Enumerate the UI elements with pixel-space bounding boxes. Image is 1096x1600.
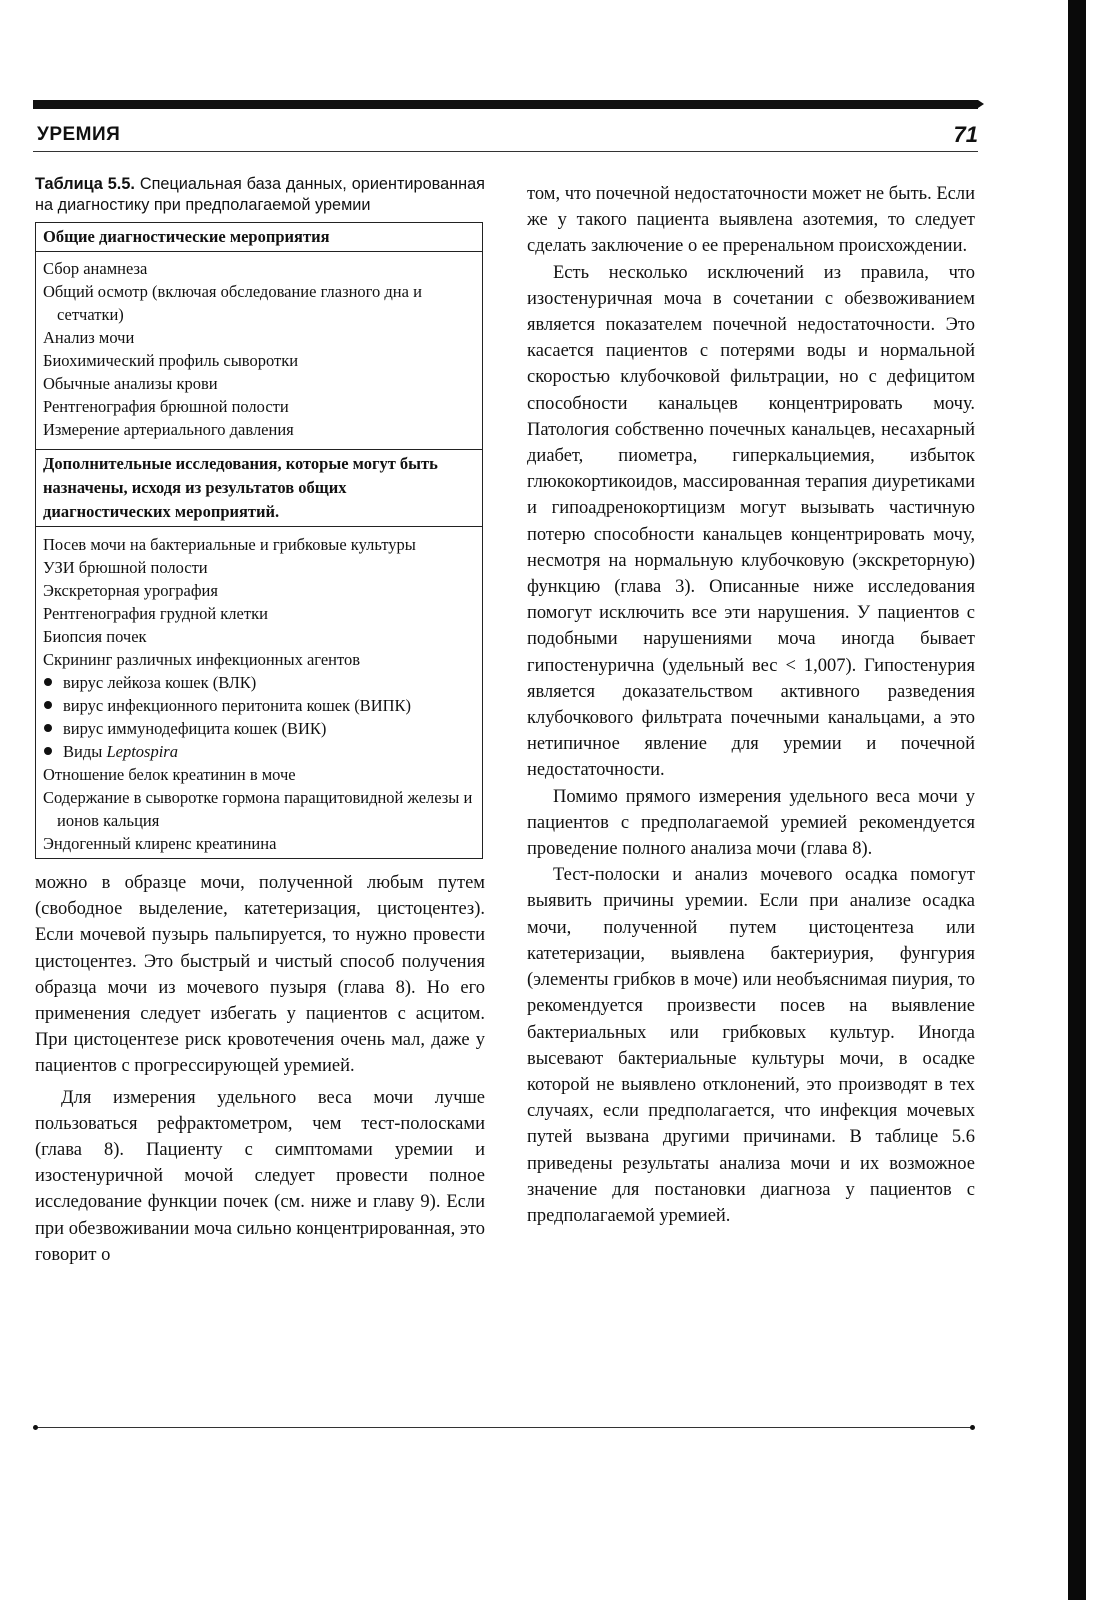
table-item: Измерение артериального давления <box>43 420 294 439</box>
rule-dot-right <box>970 1425 975 1430</box>
page-number: 71 <box>953 122 978 147</box>
bullet-text: вирус лейкоза кошек (ВЛК) <box>63 673 257 692</box>
diagnostic-database-table <box>35 222 483 859</box>
table-item: Посев мочи на бактериальные и грибковые культуры <box>43 535 416 554</box>
table-item: Анализ мочи <box>43 328 135 347</box>
rule-dot-left <box>33 1425 38 1430</box>
bullet-item <box>43 717 475 740</box>
table-item: Обычные анализы крови <box>43 374 218 393</box>
bullet-text: вирус иммунодефицита кошек (ВИК) <box>63 719 327 738</box>
bullet-item <box>43 694 475 717</box>
body-paragraph: Для измерения удельного веса мочи лучше пользоваться рефрактометром, чем тест-полосками (глава 8). Пациенту с симптомами уремии и изостенуричной мочой следует провести полное исследование функции почек (см. ниже и главу 9). Если при обезвоживании моча сильно концентрированная, это говорит о <box>35 1087 485 1265</box>
table-item: Общий осмотр (включая обследование глазного дна и сетчатки) <box>43 282 422 324</box>
body-paragraph: Тест-полоски и анализ мочевого осадка помогут выявить причины уремии. Если при анализе осадка мочи, полученной путем цистоцентеза или катетеризации, выявлена бактериурия, фунгурия (элементы грибков в моче) или необъяснимая пиурия, то рекомендуется произвести посев на выявление бактериальных или грибковых культур. Иногда высевают бактериальные культуры мочи, в осадке которой не выявлено отклонений, это производят в тех случаях, если предполагается, что инфекция мочевых путей вызвана другими причинами. В таблице 5.6 приведены результаты анализа мочи и их возможное значение для постановки диагноза у пациентов с предполагаемой уремией. <box>527 865 975 1226</box>
left-column <box>35 174 485 1268</box>
left-body-text <box>35 870 485 1268</box>
table-caption-text: Специальная база данных, ориентированная на диагностику при предполагаемой уремии <box>35 175 485 214</box>
bullet-icon <box>44 747 52 755</box>
table-section-general-title: Общие диагностические мероприятия <box>36 223 482 252</box>
bullet-text <box>63 740 475 763</box>
table-item: Отношение белок креатинин в моче <box>43 765 296 784</box>
table-item: Биохимический профиль сыворотки <box>43 351 299 370</box>
bullet-icon <box>44 724 52 732</box>
right-column <box>527 181 975 1229</box>
table-section-additional <box>36 527 482 858</box>
table-item: Биопсия почек <box>43 627 147 646</box>
table-caption <box>35 174 485 216</box>
table-item: Содержание в сыворотке гормона паращитовидной железы и ионов кальция <box>43 788 473 830</box>
header-divider <box>33 151 978 152</box>
bullet-text: вирус инфекционного перитонита кошек (ВИПК) <box>63 696 412 715</box>
table-caption-label: Таблица 5.5. <box>35 175 135 193</box>
body-paragraph: можно в образце мочи, полученной любым путем (свободное выделение, катетеризация, цистоцентез). Если мочевой пузырь пальпируется, то нужно провести цистоцентез. Это быстрый и чистый способ получения образца мочи из мочевого пузыря (глава 8). Но его применения следует избегать у пациентов с асцитом. При цистоцентезе риск кровотечения очень мал, даже у пациентов с прогрессирующей уремией. <box>35 873 485 1077</box>
table-item: Экскреторная урография <box>43 581 218 600</box>
table-item: Эндогенный клиренс креатинина <box>43 834 277 853</box>
table-item: Сбор анамнеза <box>43 259 148 278</box>
scan-edge-bar <box>1068 0 1086 1600</box>
table-item: Скрининг различных инфекционных агентов <box>43 650 361 669</box>
table-section-general <box>36 252 482 444</box>
body-paragraph: том, что почечной недостаточности может не быть. Если же у такого пациента выявлена азотемия, то следует сделать заключение о ее преренальном происхождении. <box>527 184 975 257</box>
table-section-additional-title: Дополнительные исследования, которые могут быть назначены, исходя из результатов общих диагностических мероприятий. <box>36 449 482 527</box>
table-item: Рентгенография грудной клетки <box>43 604 268 623</box>
table-item: Рентгенография брюшной полости <box>43 397 289 416</box>
bullet-text-prefix: Виды <box>63 742 107 761</box>
footer-rule <box>35 1427 973 1428</box>
table-item: УЗИ брюшной полости <box>43 558 208 577</box>
body-paragraph: Помимо прямого измерения удельного веса мочи у пациентов с предполагаемой уремией рекомендуется проведение полного анализа мочи (глава 8). <box>527 786 975 860</box>
bullet-icon <box>44 701 52 709</box>
bullet-text-species: Leptospira <box>106 742 178 761</box>
bullet-item <box>43 671 475 694</box>
bullet-icon <box>44 678 52 686</box>
body-paragraph: Есть несколько исключений из правила, что изостенуричная моча в сочетании с обезвоживанием является показателем почечной недостаточности. Это касается пациентов с потерями воды и нормальной скоростью клубочковой фильтрации, но с дефицитом способности канальцев концентрировать мочу. Патология собственно почечных канальцев, несахарный диабет, пиометра, гиперкальциемия, избыток глюкокортикоидов, массированная терапия диуретиками и гипоадренокортицизм могут вызывать частичную потерю способности канальцев концентрировать мочу, несмотря на нормальную клубочковую (экскреторную) функцию (глава 3). Описанные ниже исследования помогут исключить все эти нарушения. У пациентов с подобными нарушениями моча иногда бывает гипостенурична (удельный вес < 1,007). Гипостенурия является доказательством активного разведения клубочкового фильтрата почечными канальцами, а это нетипичное явление для уремии и почечной недостаточности. <box>527 262 975 781</box>
bullet-item <box>43 740 475 763</box>
running-title: УРЕМИЯ <box>37 124 121 145</box>
header-rule <box>33 100 978 109</box>
